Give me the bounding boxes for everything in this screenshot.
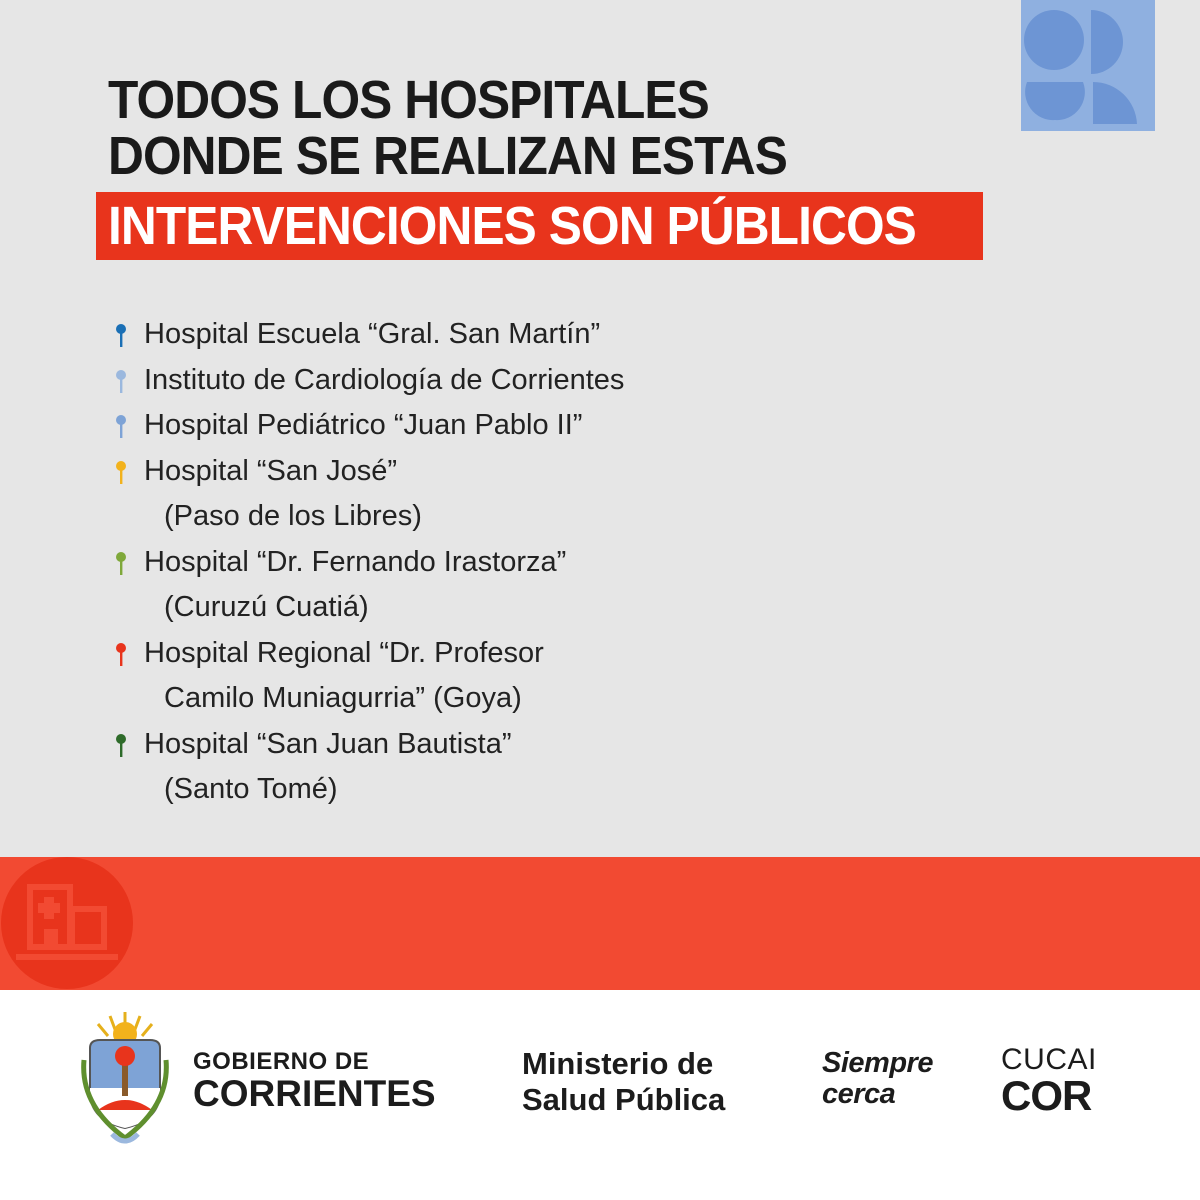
hospital-item <box>114 312 624 358</box>
hospital-item <box>114 358 624 404</box>
hospital-location: (Paso de los Libres) <box>164 500 422 532</box>
map-pin-icon <box>114 460 128 486</box>
map-pin-icon <box>114 642 128 668</box>
coat-of-arms-icon <box>80 1010 170 1148</box>
slogan-logo <box>822 1048 933 1110</box>
map-pin-icon <box>114 551 128 577</box>
hospital-name: Hospital “San Juan Bautista” <box>144 727 512 760</box>
title-highlight-text: INTERVENCIONES SON PÚBLICOS <box>108 196 916 256</box>
hospital-item <box>114 722 624 813</box>
map-pin-icon <box>114 323 128 349</box>
hospital-item <box>114 449 624 540</box>
hospital-location: (Santo Tomé) <box>164 773 338 805</box>
hospital-list <box>114 312 624 813</box>
map-pin-icon <box>114 369 128 395</box>
corner-logo-icon <box>1021 0 1155 131</box>
hospital-name: Hospital Pediátrico “Juan Pablo II” <box>144 409 583 441</box>
map-pin-icon <box>114 414 128 440</box>
red-band <box>0 857 1200 990</box>
hospital-name: Instituto de Cardiología de Corrientes <box>144 363 625 396</box>
hospital-name: Hospital Escuela “Gral. San Martín” <box>144 318 601 350</box>
title-line-1: TODOS LOS HOSPITALES <box>108 70 709 130</box>
cucai-logo-bottom: COR <box>1001 1072 1092 1119</box>
hospital-location: (Curuzú Cuatiá) <box>164 591 369 623</box>
government-logo-text <box>193 1048 436 1113</box>
hospital-item <box>114 631 624 722</box>
hospital-icon <box>0 857 135 990</box>
government-line-2: CORRIENTES <box>193 1073 436 1114</box>
hospital-location: Camilo Muniagurria” (Goya) <box>164 682 522 714</box>
map-pin-icon <box>114 733 128 759</box>
hospital-item <box>114 540 624 631</box>
cucai-logo <box>1001 1043 1097 1119</box>
ministry-logo-text <box>522 1046 725 1118</box>
slogan-line-1: Siempre <box>822 1047 933 1079</box>
government-line-1: GOBIERNO DE <box>193 1048 370 1075</box>
ministry-line-1: Ministerio de <box>522 1046 714 1081</box>
ministry-line-2: Salud Pública <box>522 1082 726 1117</box>
hospital-item <box>114 403 624 449</box>
hospital-name: Hospital “Dr. Fernando Irastorza” <box>144 545 567 578</box>
slogan-line-2: cerca <box>822 1078 896 1110</box>
cucai-logo-top: CUCAI <box>1001 1043 1097 1076</box>
title <box>108 72 846 184</box>
hospital-name: Hospital Regional “Dr. Profesor <box>144 636 544 669</box>
title-line-2: DONDE SE REALIZAN ESTAS <box>108 126 788 186</box>
hospital-name: Hospital “San José” <box>144 454 398 487</box>
